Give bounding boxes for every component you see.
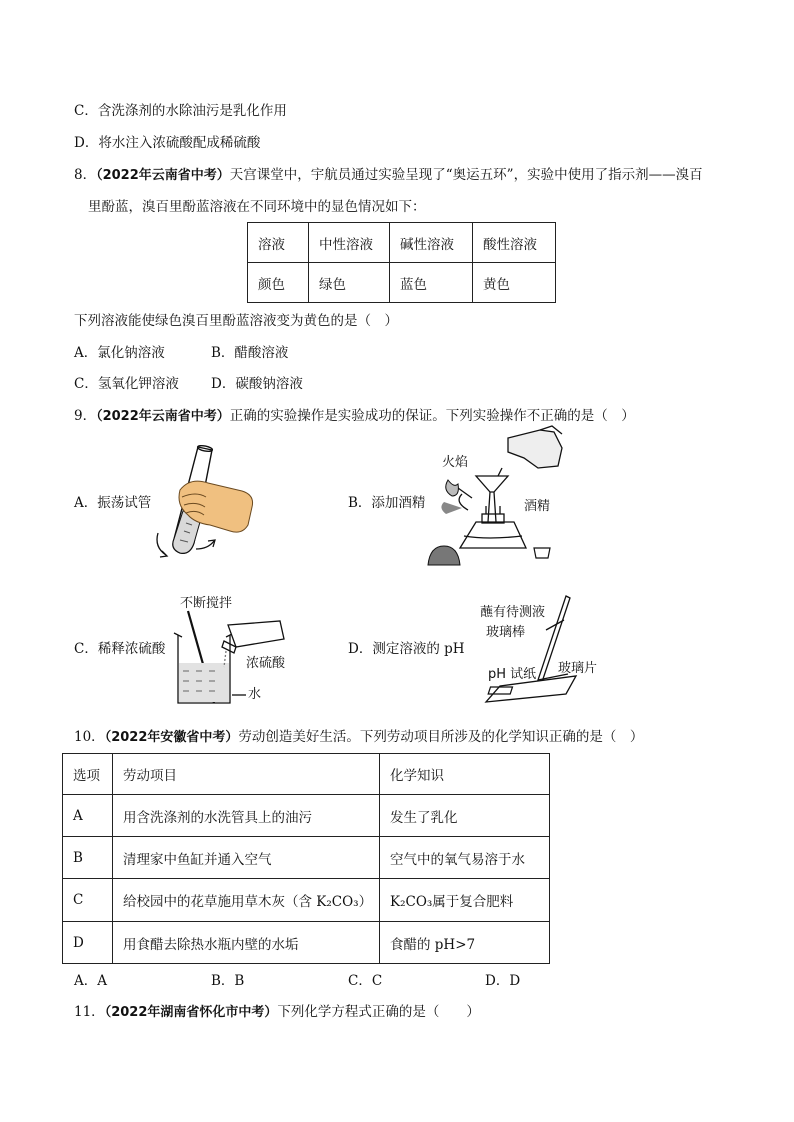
table-cell: A (63, 795, 113, 837)
question-number: 11． (74, 1004, 105, 1020)
q10-option-b: B．B (211, 973, 245, 989)
label-rod: 玻璃棒 (486, 625, 526, 640)
label-ph-paper: pH 试纸 (488, 667, 537, 682)
q8-option-d: D．碳酸钠溶液 (211, 376, 303, 392)
question-number: 9． (74, 408, 97, 424)
q8-question: 下列溶液能使绿色溴百里酚蓝溶液变为黄色的是（ ） (74, 313, 398, 329)
table-cell: 食醋的 pH>7 (380, 922, 550, 964)
q9-option-b: B．添加酒精 (348, 495, 426, 511)
table-row (63, 879, 550, 922)
table-cell: 用含洗涤剂的水洗管具上的油污 (113, 795, 380, 837)
table-cell: 用食醋去除热水瓶内壁的水垢 (113, 922, 380, 964)
dilute-acid-figure (168, 595, 320, 710)
table-header-row (63, 754, 550, 795)
table-row (63, 922, 550, 964)
table-cell: C (63, 879, 113, 922)
q7-option-c: C．含洗涤剂的水除油污是乳化作用 (74, 103, 287, 119)
table-cell: 给校园中的花草施用草木灰（含 K₂CO₃） (113, 879, 380, 922)
q9-option-a: A．振荡试管 (74, 495, 152, 511)
table-cell: 清理家中鱼缸并通入空气 (113, 837, 380, 879)
q10-option-c: C．C (348, 973, 383, 989)
label-glass: 玻璃片 (558, 661, 598, 676)
alcohol-lamp-figure (428, 430, 578, 570)
q7-option-d: D．将水注入浓硫酸配成稀硫酸 (74, 135, 261, 151)
question-source: （2022年云南省中考） (96, 409, 230, 424)
table-row (63, 837, 550, 879)
shaking-test-tube-figure (150, 445, 260, 560)
table-cell: 颜色 (248, 263, 309, 303)
label-flame: 火焰 (442, 455, 469, 470)
question-source: （2022年云南省中考） (96, 168, 230, 183)
q9-stem (74, 407, 635, 426)
table-cell: K₂CO₃属于复合肥料 (380, 879, 550, 922)
question-source: （2022年安徽省中考） (104, 730, 239, 745)
question-source: （2022年湖南省怀化市中考） (104, 1005, 278, 1020)
table-row (248, 263, 556, 303)
table-header-cell: 化学知识 (380, 754, 550, 795)
ph-test-figure (480, 590, 610, 710)
table-cell: 酸性溶液 (473, 223, 556, 263)
q10-labor-table (62, 753, 550, 964)
question-stem: 下列化学方程式正确的是（ ） (277, 1004, 480, 1020)
q8-stem-line2: 里酚蓝，溴百里酚蓝溶液在不同环境中的显色情况如下： (88, 199, 426, 215)
q8-option-c: C．氢氧化钾溶液 (74, 376, 179, 392)
table-cell: 绿色 (309, 263, 390, 303)
table-cell: 碱性溶液 (390, 223, 473, 263)
q10-option-a: A．A (74, 973, 107, 989)
table-cell: 中性溶液 (309, 223, 390, 263)
q10-stem (74, 728, 643, 747)
q8-color-table (247, 222, 556, 303)
q11-stem (74, 1003, 480, 1022)
q8-option-b: B．醋酸溶液 (211, 345, 289, 361)
table-row (63, 795, 550, 837)
table-cell: 空气中的氧气易溶于水 (380, 837, 550, 879)
question-number: 8． (74, 167, 97, 183)
question-number: 10． (74, 729, 105, 745)
label-stir: 不断搅拌 (180, 596, 233, 611)
table-cell: 黄色 (473, 263, 556, 303)
table-cell: 溶液 (248, 223, 309, 263)
q9-option-d: D．测定溶液的 pH (348, 641, 465, 657)
table-row (248, 223, 556, 263)
label-alcohol: 酒精 (524, 499, 551, 514)
q8-option-a: A．氯化钠溶液 (74, 345, 165, 361)
q9-option-c: C．稀释浓硫酸 (74, 641, 166, 657)
q8-stem-line1 (74, 166, 703, 185)
table-cell: 蓝色 (390, 263, 473, 303)
question-stem: 劳动创造美好生活。下列劳动项目所涉及的化学知识正确的是（ ） (238, 729, 644, 745)
table-header-cell: 选项 (63, 754, 113, 795)
question-stem: 正确的实验操作是实验成功的保证。下列实验操作不正确的是（ ） (229, 408, 635, 424)
label-water: 水 (248, 687, 262, 702)
label-conc-acid: 浓硫酸 (246, 656, 286, 671)
table-cell: 发生了乳化 (380, 795, 550, 837)
table-cell: D (63, 922, 113, 964)
question-stem: 天宫课堂中，宇航员通过实验呈现了“奥运五环”，实验中使用了指示剂——溴百 (229, 167, 703, 183)
table-header-cell: 劳动项目 (113, 754, 380, 795)
label-dip: 蘸有待测液 (480, 605, 546, 620)
q10-option-d: D．D (485, 973, 521, 989)
table-cell: B (63, 837, 113, 879)
